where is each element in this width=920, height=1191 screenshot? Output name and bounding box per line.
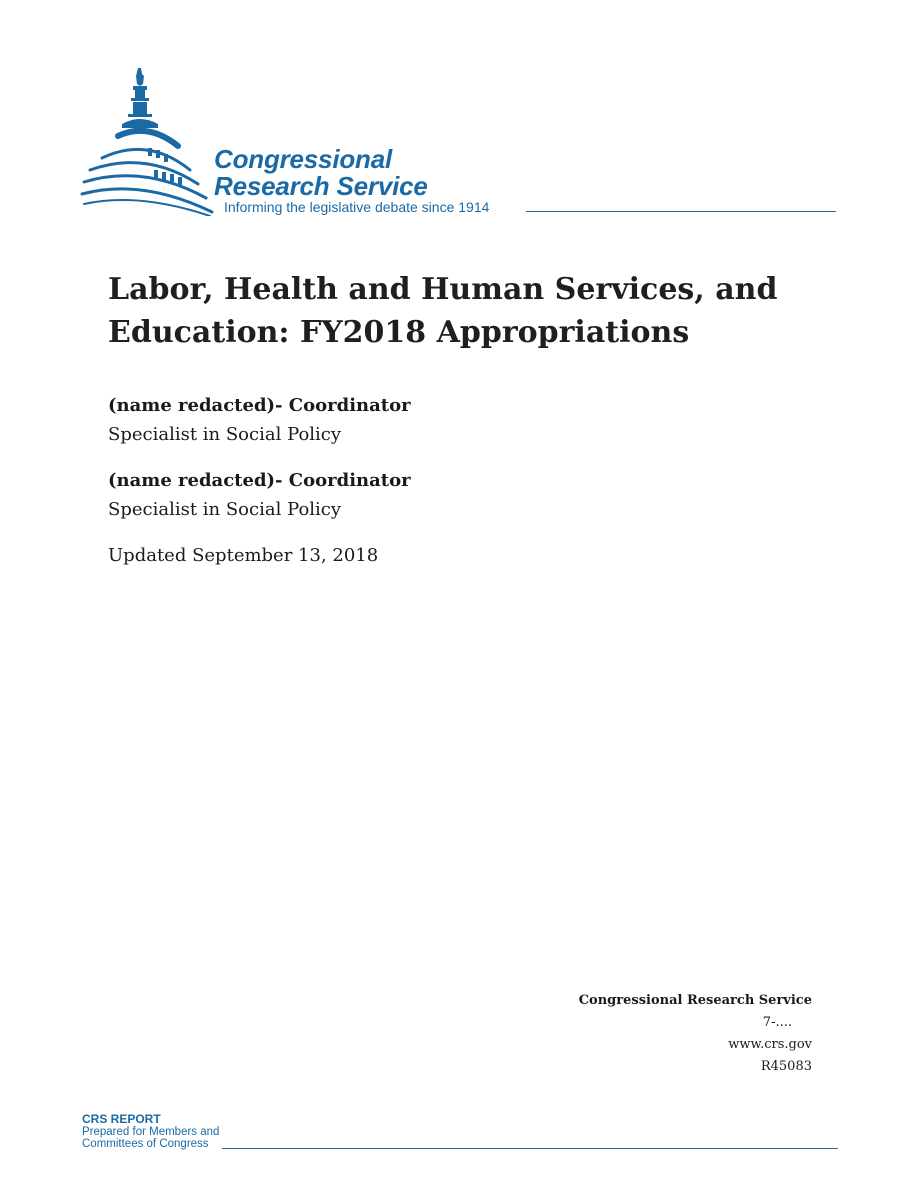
logo-wordmark bbox=[214, 146, 428, 200]
title-line1: Labor, Health and Human Services, and bbox=[108, 272, 778, 307]
publisher-phone: 7-.... bbox=[762, 1015, 792, 1030]
report-title bbox=[108, 268, 828, 354]
logo-name-line2: Research Service bbox=[214, 171, 428, 201]
capitol-dome-icon bbox=[78, 66, 218, 216]
crs-logo bbox=[78, 66, 838, 226]
author-block bbox=[108, 466, 411, 524]
footer-line2: Committees of Congress bbox=[82, 1138, 209, 1150]
logo-tagline: Informing the legislative debate since 1914 bbox=[224, 199, 490, 215]
publisher-block bbox=[579, 990, 812, 1078]
title-line2: Education: FY2018 Appropriations bbox=[108, 315, 690, 350]
author-block bbox=[108, 391, 411, 449]
report-number: R45083 bbox=[760, 1059, 812, 1074]
footer-line1: Prepared for Members and bbox=[82, 1126, 220, 1138]
author-name: (name redacted)- Coordinator bbox=[108, 470, 411, 491]
updated-date: Updated September 13, 2018 bbox=[108, 545, 379, 566]
footer-label: CRS REPORT bbox=[82, 1112, 161, 1126]
publisher-name: Congressional Research Service bbox=[578, 993, 812, 1008]
footer bbox=[82, 1112, 838, 1150]
logo-name-line1: Congressional bbox=[214, 144, 392, 174]
publisher-website: www.crs.gov bbox=[728, 1037, 812, 1052]
author-name: (name redacted)- Coordinator bbox=[108, 395, 411, 416]
logo-divider bbox=[526, 211, 836, 212]
author-role: Specialist in Social Policy bbox=[108, 424, 342, 445]
footer-divider bbox=[222, 1148, 838, 1149]
author-role: Specialist in Social Policy bbox=[108, 499, 342, 520]
